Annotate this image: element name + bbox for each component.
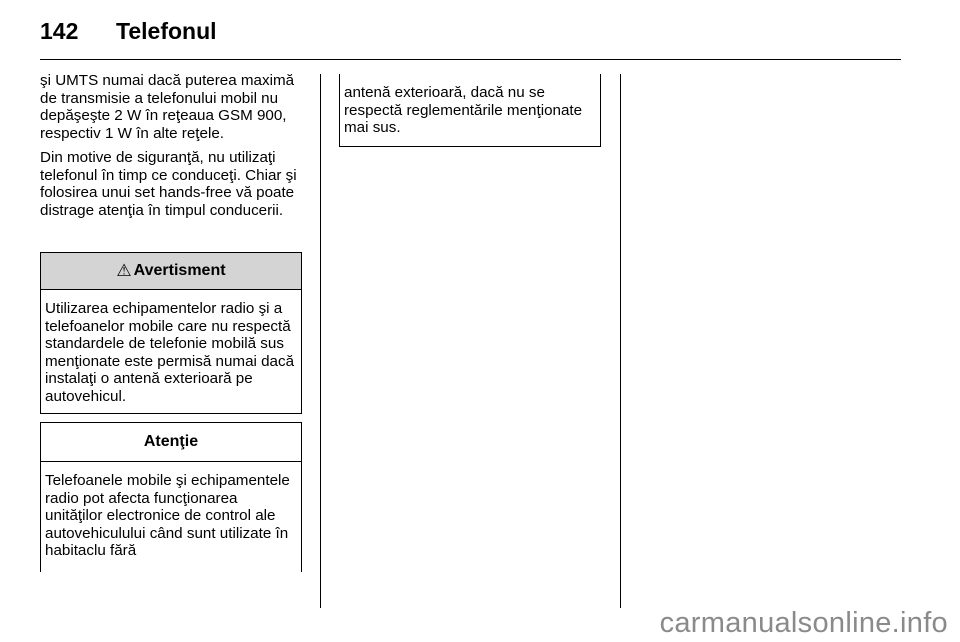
caution-header bbox=[41, 423, 301, 462]
column-1 bbox=[40, 72, 302, 226]
header-rule bbox=[40, 59, 901, 60]
warning-triangle-icon: ⚠ bbox=[116, 261, 132, 280]
caution-box-continued bbox=[339, 74, 601, 147]
warning-title: Avertisment bbox=[133, 262, 226, 279]
caution-box bbox=[40, 422, 302, 572]
warning-body: Utilizarea echipamentelor radio şi a telefoanelor mobile care nu respectă standardele de telefonie mobilă sus menţionate este permisă numai dacă instalaţi o antenă exterioară pe autovehicul. bbox=[45, 300, 295, 405]
chapter-title: Telefonul bbox=[116, 18, 217, 44]
caution-title: Atenţie bbox=[143, 433, 199, 450]
column-divider-2 bbox=[620, 74, 621, 608]
paragraph-2: Din motive de siguranţă, nu utilizaţi telefonul în timp ce conduceţi. Chiar şi folosirea unui set hands-free vă poate distrage atenţia în timpul conducerii. bbox=[40, 149, 297, 219]
page-number: 142 bbox=[40, 18, 79, 44]
warning-header bbox=[41, 253, 301, 290]
paragraph-1: şi UMTS numai dacă puterea maximă de transmisie a telefonului mobil nu depăşeşte 2 W în reţeaua GSM 900, respectiv 1 W în alte reţele. bbox=[40, 72, 295, 142]
caution-body: Telefoanele mobile şi echipamentele radio pot afecta funcţionarea unităţilor electronice de control ale autovehiculului când sunt utilizate în habitaclu fără bbox=[45, 472, 290, 559]
warning-box bbox=[40, 252, 302, 414]
column-divider-1 bbox=[320, 74, 321, 608]
watermark: carmanualsonline.info bbox=[659, 607, 948, 639]
caution-continued-body: antenă exterioară, dacă nu se respectă reglementările menţionate mai sus. bbox=[344, 84, 583, 136]
